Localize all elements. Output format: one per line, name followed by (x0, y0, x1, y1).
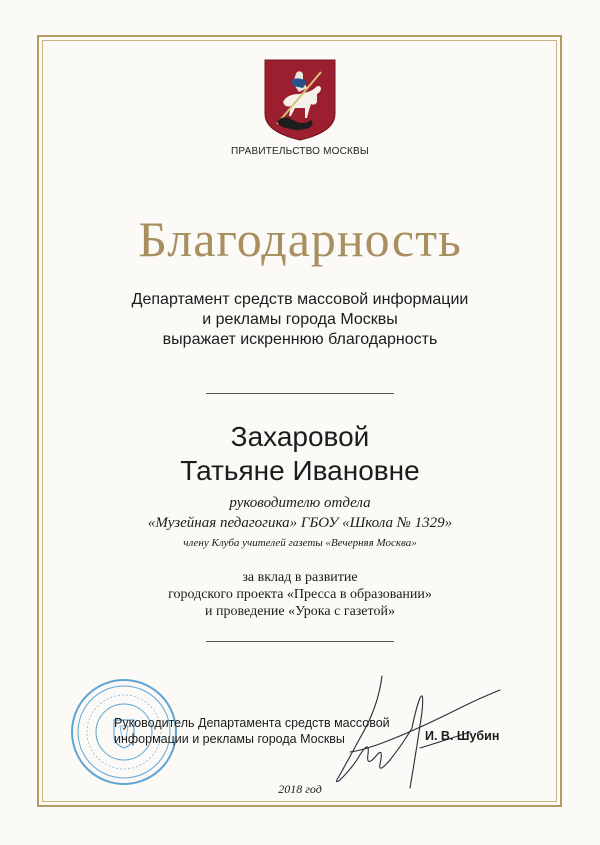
recipient-name (0, 420, 600, 488)
reason-line: городского проекта «Пресса в образовании» (168, 587, 432, 602)
award-reason (0, 569, 600, 620)
department-line: выражает искреннюю благодарность (162, 331, 438, 348)
signer-line: Руководитель Департамента средств массовой (114, 716, 390, 730)
certificate-title: Благодарность (138, 211, 462, 267)
department-text (0, 290, 600, 350)
government-name: ПРАВИТЕЛЬСТВО МОСКВЫ (231, 146, 369, 157)
position-line: руководителю отдела (229, 495, 371, 511)
signer-title (114, 715, 390, 747)
position-line: «Музейная педагогика» ГБОУ «Школа № 1329» (147, 515, 453, 531)
department-line: Департамент средств массовой информации (131, 291, 469, 308)
reason-line: за вклад в развитие (242, 570, 358, 585)
divider-top (206, 393, 394, 394)
issue-year: 2018 год (278, 782, 322, 796)
signer-line: информации и рекламы города Москвы (114, 732, 345, 746)
recipient-given-names: Татьяне Ивановне (180, 455, 420, 486)
moscow-coat-of-arms-icon (263, 58, 337, 142)
department-line: и рекламы города Москвы (202, 311, 398, 328)
recipient-position (0, 493, 600, 553)
position-line-small: члену Клуба учителей газеты «Вечерняя Москва» (183, 537, 417, 549)
divider-bottom (206, 641, 394, 642)
reason-line: и проведение «Урока с газетой» (205, 604, 395, 619)
recipient-surname: Захаровой (230, 421, 370, 452)
signer-name: И. В. Шубин (425, 729, 500, 743)
